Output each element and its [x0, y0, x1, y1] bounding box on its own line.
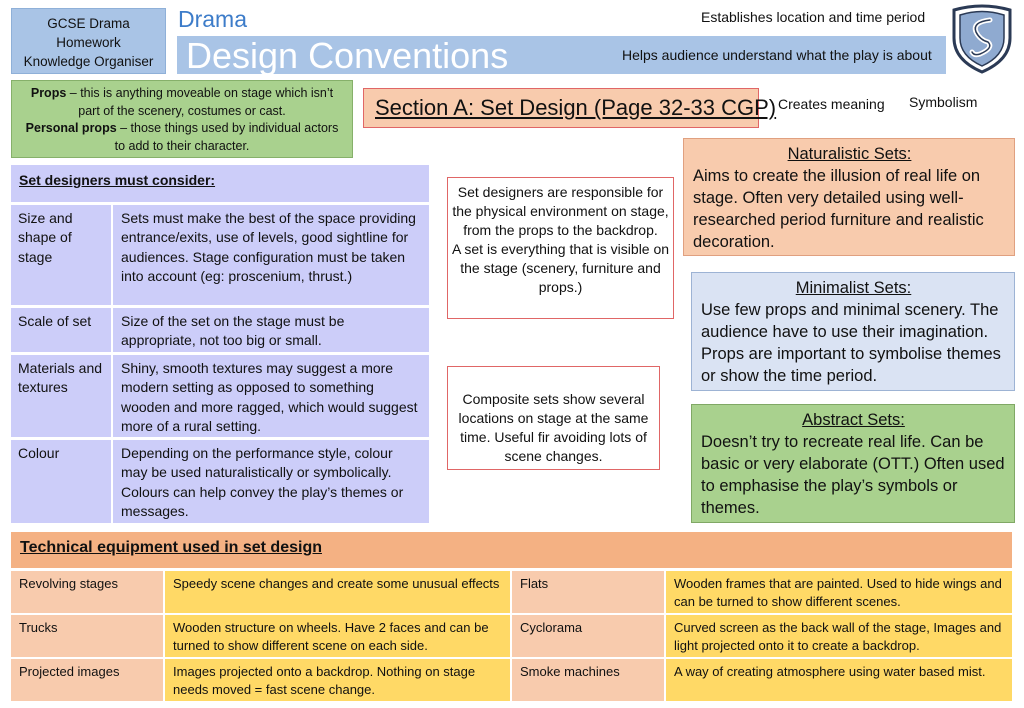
organiser-label [11, 8, 166, 74]
responsibility-text: Set designers are responsible for the physical environment on stage, from the props to the backdrop. [452, 184, 669, 238]
equipment-name: Flats [512, 571, 664, 613]
consider-text: Size of the set on the stage must be appropriate, not too big or small. [113, 308, 429, 352]
helps-audience-note: Helps audience understand what the play is about [622, 47, 932, 63]
equipment-name: Smoke machines [512, 659, 664, 701]
consider-label: Colour [11, 440, 111, 523]
consider-text: Sets must make the best of the space providing entrance/exits, use of levels, good sightline for audiences. Stage configuration must be taken into account (eg: proscenium, thrust.) [113, 205, 429, 305]
equipment-name: Projected images [11, 659, 163, 701]
minimalist-text: Use few props and minimal scenery. The audience have to use their imagination. Props are important to symbolise themes or show the time period. [701, 301, 1001, 385]
abstract-text: Doesn’t try to recreate real life. Can be basic or very elaborate (OTT.) Often used to emphasise the play’s symbols or themes. [701, 433, 1005, 517]
page-title: Design Conventions [186, 35, 509, 76]
technical-equipment-heading: Technical equipment used in set design [11, 532, 1012, 568]
organiser-line: Knowledge Organiser [23, 54, 154, 69]
naturalistic-sets-box [683, 138, 1015, 256]
organiser-line: GCSE Drama [47, 16, 130, 31]
school-crest-shield-icon [950, 4, 1014, 74]
composite-sets-box: Composite sets show several locations on stage at the same time. Useful fir avoiding lots of scene changes. [447, 366, 660, 470]
consider-text: Shiny, smooth textures may suggest a more modern setting as opposed to something wooden and more ragged, which would suggest more of a rural setting. [113, 355, 429, 437]
consider-label: Scale of set [11, 308, 111, 352]
set-designer-responsibility-box [447, 177, 674, 319]
consider-row [11, 355, 429, 437]
section-heading: Section A: Set Design (Page 32-33 CGP) [363, 88, 759, 128]
props-definition-box [11, 80, 353, 158]
minimalist-sets-box [691, 272, 1015, 391]
symbolism-note: Symbolism [909, 94, 978, 110]
establishes-location-note: Establishes location and time period [701, 9, 926, 25]
abstract-sets-box [691, 404, 1015, 523]
equipment-name: Cyclorama [512, 615, 664, 657]
personal-props-definition [22, 120, 342, 155]
equipment-description: Wooden structure on wheels. Have 2 faces and can be turned to show different scene on each side. [165, 615, 510, 657]
consider-row [11, 440, 429, 523]
props-text: – this is anything moveable on stage which isn’t part of the scenery, costumes or cast. [66, 86, 334, 118]
equipment-description: Wooden frames that are painted. Used to hide wings and can be turned to show different scenes. [666, 571, 1012, 613]
equipment-name: Revolving stages [11, 571, 163, 613]
subject-label: Drama [178, 6, 248, 32]
consider-label: Size and shape of stage [11, 205, 111, 305]
consider-row [11, 205, 429, 305]
props-definition [22, 85, 342, 120]
consider-row [11, 308, 429, 352]
personal-props-term: Personal props [25, 121, 117, 135]
consider-text: Depending on the performance style, colour may be used naturalistically or symbolically. Colours can help convey the play’s themes or messages. [113, 440, 429, 523]
props-term: Props [30, 86, 67, 100]
naturalistic-title: Naturalistic Sets: [787, 145, 912, 163]
creates-meaning-note: Creates meaning [778, 96, 885, 112]
equipment-description: Curved screen as the back wall of the stage, Images and light projected onto it to create a backdrop. [666, 615, 1012, 657]
minimalist-title: Minimalist Sets: [795, 279, 912, 297]
organiser-line: Homework [56, 35, 121, 50]
technical-row [11, 659, 1012, 701]
technical-row [11, 615, 1012, 657]
abstract-title: Abstract Sets: [802, 411, 905, 429]
equipment-description: A way of creating atmosphere using water based mist. [666, 659, 1012, 701]
equipment-description: Speedy scene changes and create some unusual effects [165, 571, 510, 613]
equipment-name: Trucks [11, 615, 163, 657]
set-definition-text: A set is everything that is visible on the stage (scenery, furniture and props.) [451, 241, 670, 295]
technical-row [11, 571, 1012, 613]
personal-props-text: – those things used by individual actors to add to their character. [114, 121, 339, 153]
naturalistic-text: Aims to create the illusion of real life on stage. Often very detailed using well-researched period furniture and realistic decoration. [693, 167, 984, 251]
consider-heading: Set designers must consider: [11, 165, 429, 202]
equipment-description: Images projected onto a backdrop. Nothing on stage needs moved = fast scene change. [165, 659, 510, 701]
consider-label: Materials and textures [11, 355, 111, 437]
